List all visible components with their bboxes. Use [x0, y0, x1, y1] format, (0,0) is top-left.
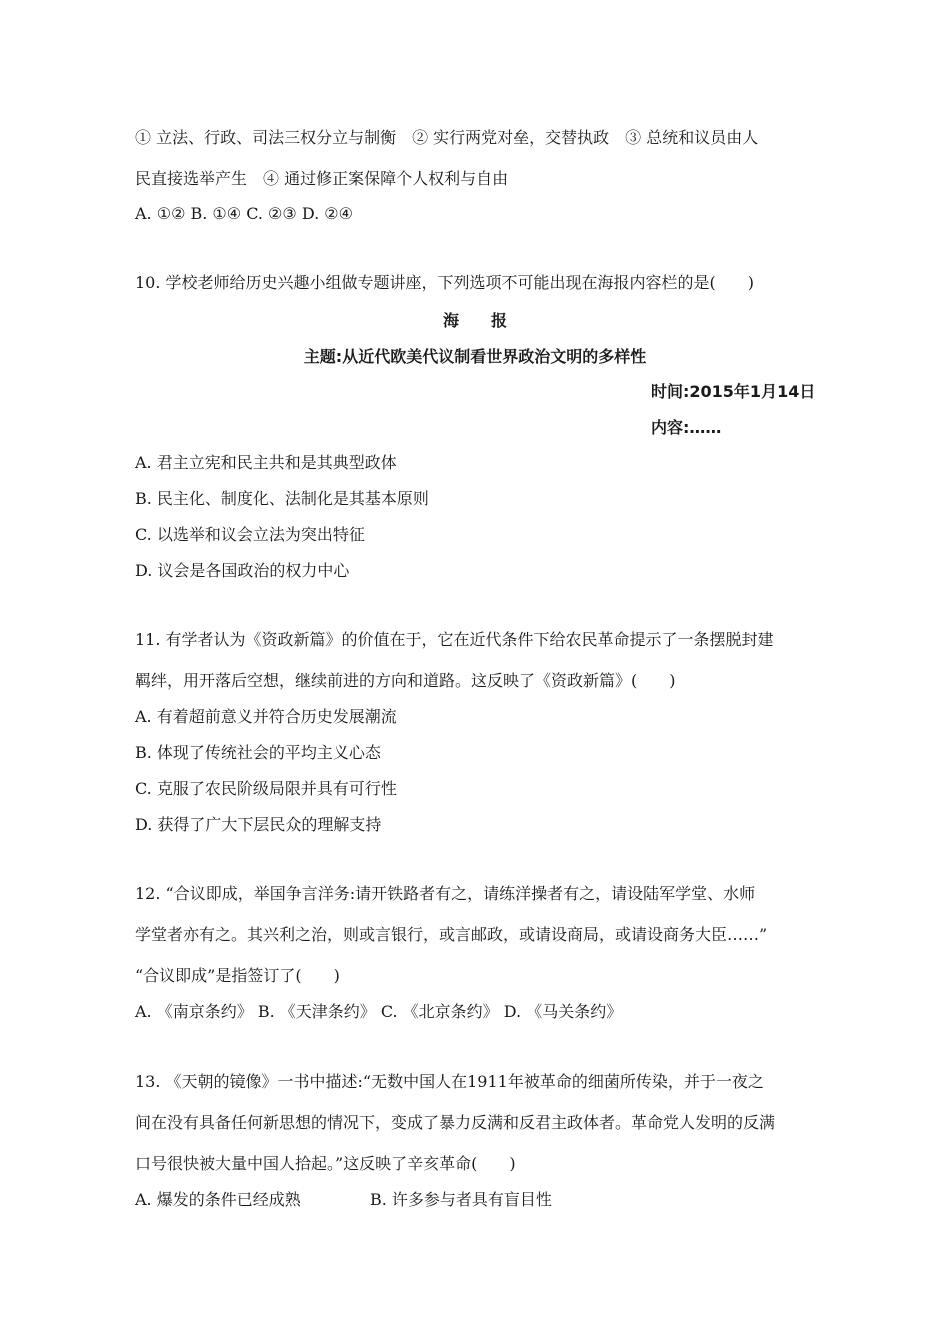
q11-stem-line1: 11. 有学者认为《资政新篇》的价值在于，它在近代条件下给农民革命提示了一条摆脱封建 — [135, 630, 774, 649]
q12-stem-line1: 12. “合议即成，举国争言洋务:请开铁路者有之，请练洋操者有之，请设陆军学堂、水师 — [135, 884, 756, 903]
q9-answer-choices: A. ①② B. ①④ C. ②③ D. ②④ — [135, 204, 353, 223]
q13-stem-line1: 13. 《天朝的镜像》一书中描述:“无数中国人在1911年被革命的细菌所传染，并于一夜之 — [135, 1072, 764, 1091]
poster-time: 时间:2015年1月14日 — [651, 382, 816, 401]
q10-option-b: B. 民主化、制度化、法制化是其基本原则 — [135, 489, 429, 508]
poster-theme: 主题:从近代欧美代议制看世界政治文明的多样性 — [303, 347, 647, 366]
q13-option-a: A. 爆发的条件已经成熟 — [135, 1190, 301, 1209]
q10-option-a: A. 君主立宪和民主共和是其典型政体 — [135, 453, 397, 472]
q10-stem: 10. 学校老师给历史兴趣小组做专题讲座，下列选项不可能出现在海报内容栏的是( ) — [135, 273, 755, 292]
q12-answer-choices: A. 《南京条约》 B. 《天津条约》 C. 《北京条约》 D. 《马关条约》 — [135, 1002, 623, 1021]
poster-content: 内容:…… — [651, 418, 722, 437]
q10-option-d: D. 议会是各国政治的权力中心 — [135, 561, 350, 580]
poster-title: 海 报 — [442, 311, 507, 330]
q12-stem-line3: “合议即成”是指签订了( ) — [135, 966, 340, 985]
q11-option-a: A. 有着超前意义并符合历史发展潮流 — [135, 707, 397, 726]
q9-options-line1: ① 立法、行政、司法三权分立与制衡 ② 实行两党对垒，交替执政 ③ 总统和议员由人 — [135, 128, 759, 147]
q11-option-d: D. 获得了广大下层民众的理解支持 — [135, 815, 382, 834]
q11-option-c: C. 克服了农民阶级局限并具有可行性 — [135, 779, 397, 798]
q13-stem-line2: 间在没有具备任何新思想的情况下，变成了暴力反满和反君主政体者。革命党人发明的反满 — [135, 1113, 776, 1132]
q12-stem-line2: 学堂者亦有之。其兴利之治，则或言银行，或言邮政，或请设商局，或请设商务大臣……” — [135, 925, 768, 944]
q9-options-line2: 民直接选举产生 ④ 通过修正案保障个人权利与自由 — [135, 169, 509, 188]
q11-option-b: B. 体现了传统社会的平均主义心态 — [135, 743, 381, 762]
q13-option-b: B. 许多参与者具有盲目性 — [370, 1190, 552, 1209]
q13-stem-line3: 口号很快被大量中国人拾起。”这反映了辛亥革命( ) — [135, 1154, 516, 1173]
q11-stem-line2: 羁绊，用开落后空想，继续前进的方向和道路。这反映了《资政新篇》( ) — [135, 671, 676, 690]
q10-option-c: C. 以选举和议会立法为突出特征 — [135, 525, 365, 544]
